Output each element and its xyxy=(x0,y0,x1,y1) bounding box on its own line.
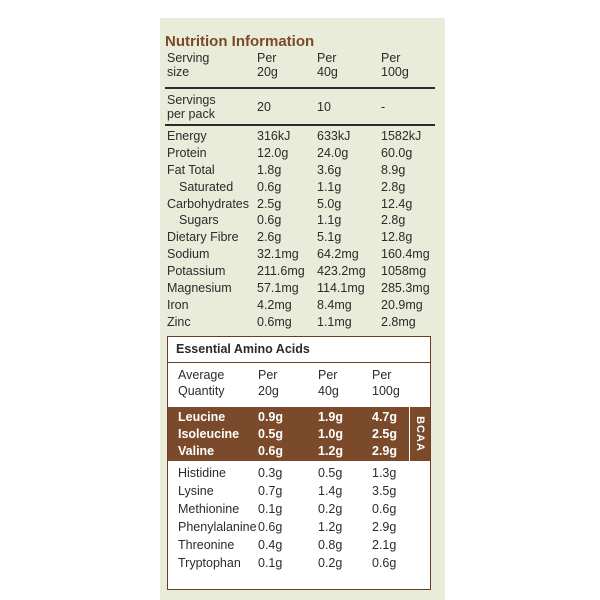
nutrient-value: 160.4mg xyxy=(381,247,430,262)
divider xyxy=(165,87,435,89)
nutrient-value: 8.9g xyxy=(381,162,406,177)
nutrient-row xyxy=(167,297,435,314)
nutrient-value: 1582kJ xyxy=(381,129,422,143)
nutrient-value: 2.5g xyxy=(257,196,282,211)
amino-acid-value: 0.1g xyxy=(258,502,283,516)
amino-acid-name: Leucine xyxy=(178,410,226,424)
amino-acid-name: Lysine xyxy=(178,484,214,498)
nutrient-name: Dietary Fibre xyxy=(167,230,239,245)
nutrient-value: 8.4mg xyxy=(317,297,352,312)
amino-col-2: Per 40g xyxy=(318,368,339,398)
average-quantity-label: Average Quantity xyxy=(178,368,225,398)
amino-acid-value: 1.0g xyxy=(318,427,344,441)
amino-acid-value: 4.7g xyxy=(372,410,398,424)
nutrient-row xyxy=(167,314,435,331)
amino-acid-name: Tryptophan xyxy=(178,556,241,570)
nutrient-value: 60.0g xyxy=(381,145,413,160)
nutrient-value: 4.2mg xyxy=(257,297,292,312)
nutrient-value: 57.1mg xyxy=(257,281,299,296)
nutrient-name: Zinc xyxy=(167,314,191,329)
nutrient-value: 0.6g xyxy=(257,213,282,228)
bcaa-band xyxy=(168,407,430,461)
nutrient-value: 114.1mg xyxy=(317,281,365,296)
amino-acid-value: 2.9g xyxy=(372,444,398,458)
amino-acid-value: 2.1g xyxy=(372,538,397,552)
nutrient-name: Sugars xyxy=(179,213,219,228)
amino-acid-value: 0.5g xyxy=(258,427,284,441)
amino-acid-value: 2.9g xyxy=(372,520,397,534)
amino-acid-value: 0.2g xyxy=(318,502,343,516)
serving-col-2: Per 40g xyxy=(317,51,338,79)
amino-acid-value: 0.6g xyxy=(258,520,283,534)
nutrient-value: 1058mg xyxy=(381,264,427,279)
amino-acid-title: Essential Amino Acids xyxy=(176,342,310,356)
nutrient-name: Saturated xyxy=(179,179,234,194)
nutrient-row xyxy=(167,179,435,196)
serving-col-3: Per 100g xyxy=(381,51,409,79)
amino-acid-value: 1.3g xyxy=(372,466,397,480)
amino-acid-value: 0.1g xyxy=(258,556,283,570)
nutrient-value: 5.0g xyxy=(317,196,342,211)
nutrient-row xyxy=(167,128,435,145)
nutrient-value: 32.1mg xyxy=(257,247,299,262)
amino-acid-value: 1.2g xyxy=(318,520,343,534)
amino-acid-value: 0.9g xyxy=(258,410,284,424)
nutrient-value: 2.6g xyxy=(257,230,282,245)
divider xyxy=(165,124,435,126)
nutrient-name: Fat Total xyxy=(167,162,215,177)
amino-acid-value: 0.6g xyxy=(372,556,397,570)
nutrient-value: 12.8g xyxy=(381,230,413,245)
nutrient-row xyxy=(167,162,435,179)
amino-col-3: Per 100g xyxy=(372,368,400,398)
nutrient-row xyxy=(167,280,435,297)
divider xyxy=(168,362,430,363)
amino-acid-value: 0.3g xyxy=(258,466,283,480)
amino-acid-value: 0.7g xyxy=(258,484,283,498)
nutrient-row xyxy=(167,145,435,162)
servings-per-pack-label: Servings per pack xyxy=(167,93,216,121)
amino-acid-value: 0.6g xyxy=(372,502,397,516)
amino-acid-value: 0.6g xyxy=(258,444,284,458)
nutrient-name: Magnesium xyxy=(167,281,232,296)
nutrient-name: Iron xyxy=(167,297,189,312)
nutrient-value: 2.8g xyxy=(381,213,406,228)
amino-acid-name: Threonine xyxy=(178,538,235,552)
nutrient-value: 1.1g xyxy=(317,179,342,194)
nutrient-row xyxy=(167,196,435,213)
nutrient-table xyxy=(167,128,435,331)
amino-acid-name: Valine xyxy=(178,444,215,458)
servings-value: - xyxy=(381,100,386,114)
nutrient-value: 316kJ xyxy=(257,129,291,143)
nutrient-value: 5.1g xyxy=(317,230,342,245)
amino-acid-value: 2.5g xyxy=(372,427,398,441)
amino-acid-value: 0.4g xyxy=(258,538,283,552)
nutrient-value: 0.6g xyxy=(257,179,282,194)
panel-title: Nutrition Information xyxy=(165,33,315,50)
serving-size-label: Serving size xyxy=(167,51,210,79)
nutrient-value: 285.3mg xyxy=(381,281,430,296)
nutrition-panel xyxy=(160,18,445,600)
nutrient-name: Protein xyxy=(167,145,207,160)
nutrient-value: 2.8g xyxy=(381,179,406,194)
amino-acid-value: 1.9g xyxy=(318,410,344,424)
amino-acid-name: Histidine xyxy=(178,466,226,480)
amino-acid-value: 3.5g xyxy=(372,484,397,498)
nutrient-row xyxy=(167,229,435,246)
nutrient-value: 3.6g xyxy=(317,162,342,177)
amino-acid-name: Phenylalanine xyxy=(178,520,257,534)
nutrient-value: 12.4g xyxy=(381,196,413,211)
nutrient-name: Carbohydrates xyxy=(167,196,249,211)
nutrient-row xyxy=(167,263,435,280)
nutrient-value: 0.6mg xyxy=(257,314,292,329)
amino-acid-value: 1.2g xyxy=(318,444,344,458)
nutrient-value: 633kJ xyxy=(317,129,351,143)
amino-acid-value: 1.4g xyxy=(318,484,343,498)
nutrient-value: 1.1g xyxy=(317,213,342,228)
nutrient-row xyxy=(167,246,435,263)
nutrient-value: 1.1mg xyxy=(317,314,352,329)
servings-value: 20 xyxy=(257,100,271,114)
nutrient-name: Energy xyxy=(167,129,207,143)
nutrient-value: 211.6mg xyxy=(257,264,305,279)
nutrient-value: 2.8mg xyxy=(381,314,416,329)
amino-col-1: Per 20g xyxy=(258,368,279,398)
servings-value: 10 xyxy=(317,100,331,114)
amino-acid-value: 0.5g xyxy=(318,466,343,480)
bcaa-label: BCAA xyxy=(409,407,430,461)
amino-acid-value: 0.2g xyxy=(318,556,343,570)
nutrient-value: 20.9mg xyxy=(381,297,423,312)
nutrient-row xyxy=(167,212,435,229)
nutrient-value: 1.8g xyxy=(257,162,282,177)
nutrient-name: Sodium xyxy=(167,247,210,262)
nutrient-value: 423.2mg xyxy=(317,264,366,279)
nutrient-value: 12.0g xyxy=(257,145,289,160)
amino-acid-name: Isoleucine xyxy=(178,427,240,441)
amino-acid-box xyxy=(167,336,431,590)
serving-col-1: Per 20g xyxy=(257,51,278,79)
nutrient-value: 24.0g xyxy=(317,145,349,160)
nutrient-name: Potassium xyxy=(167,264,226,279)
amino-acid-name: Methionine xyxy=(178,502,240,516)
amino-acid-value: 0.8g xyxy=(318,538,343,552)
nutrient-value: 64.2mg xyxy=(317,247,359,262)
